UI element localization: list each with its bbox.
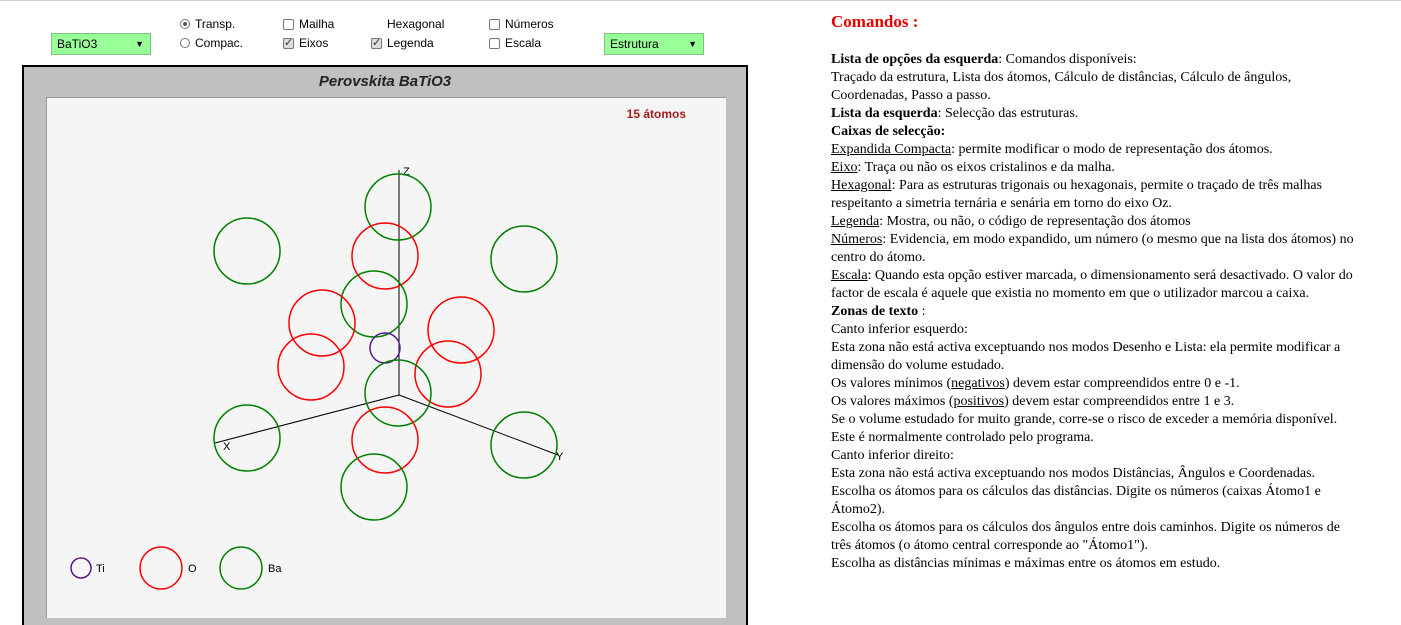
legend-ba-icon <box>220 547 262 589</box>
help-line: Canto inferior direito: <box>831 448 954 463</box>
y-axis <box>399 395 558 455</box>
help-text: : Traça ou não os eixos cristalinos e da malha. <box>857 160 1115 175</box>
help-text: : Para as estruturas trigonais ou hexagonais, permite o traçado de três malhas respeitanto a simetria ternária e senária em torno do eixo Oz. <box>831 178 1323 211</box>
help-underlined: Hexagonal <box>831 178 892 193</box>
atom-ba[interactable] <box>341 454 407 520</box>
mode-select[interactable] <box>604 33 704 55</box>
help-underlined: negativos <box>951 376 1005 391</box>
checkbox-icon[interactable] <box>489 19 500 30</box>
checkbox-mailha-label: Mailha <box>299 17 335 31</box>
radio-transp-label: Transp. <box>195 17 236 31</box>
atom-ba[interactable] <box>491 412 557 478</box>
atom-o[interactable] <box>352 223 418 289</box>
help-line: Escolha os átomos para os cálculos das distâncias. Digite os números (caixas Átomo1 e Átomo2). <box>831 484 1321 517</box>
help-line <box>831 375 1356 393</box>
help-line: Esta zona não está activa exceptuando nos modos Distâncias, Ângulos e Coordenadas. <box>831 466 1316 481</box>
help-text: : Quando esta opção estiver marcada, o dimensionamento será desactivado. O valor do factor de escala é aquele que existia no momento em que o utilizador marcou a caixa. <box>831 268 1353 301</box>
atom-o[interactable] <box>428 297 494 363</box>
help-underlined: Eixo <box>831 160 858 175</box>
structure-select-value: BaTiO3 <box>57 37 98 51</box>
help-line <box>831 105 1356 123</box>
atom-ba[interactable] <box>214 218 280 284</box>
radio-icon[interactable] <box>180 19 190 29</box>
checkbox-eixos[interactable] <box>283 36 328 50</box>
help-text: : Selecção das estruturas. <box>937 106 1079 121</box>
help-text: Os valores máximos ( <box>831 394 954 409</box>
help-text: : Mostra, ou não, o código de representação dos átomos <box>879 214 1191 229</box>
legend-o-icon <box>140 547 182 589</box>
atom-o[interactable] <box>289 290 355 356</box>
help-text: ) devem estar compreendidos entre 1 e 3. <box>1004 394 1235 409</box>
checkbox-legenda-label: Legenda <box>387 36 434 50</box>
help-bold: Lista de opções da esquerda <box>831 52 999 67</box>
atom-ti[interactable] <box>370 333 400 363</box>
atom-ba[interactable] <box>341 271 407 337</box>
help-line <box>831 393 1356 411</box>
radio-compac-label: Compac. <box>195 36 244 50</box>
legend-ti-label: Ti <box>96 563 105 575</box>
hexagonal-label <box>387 17 444 31</box>
help-line <box>831 51 1356 69</box>
checkbox-escala[interactable] <box>489 36 541 50</box>
top-divider <box>0 0 1401 1</box>
help-underlined: Escala <box>831 268 868 283</box>
structure-viewer <box>22 65 748 625</box>
checkbox-icon[interactable] <box>283 38 294 49</box>
viewer-title: Perovskita BaTiO3 <box>318 73 452 90</box>
help-line: Esta zona não está activa exceptuando nos modos Desenho e Lista: ela permite modificar a dimensão do volume estudado. <box>831 340 1341 373</box>
help-text: : Comandos disponíveis: <box>998 52 1137 67</box>
z-axis-label: Z <box>403 166 410 178</box>
help-underlined: Números <box>831 232 883 247</box>
atom-ba[interactable] <box>214 405 280 471</box>
help-bold: Lista da esquerda <box>831 106 938 121</box>
chevron-down-icon: ▼ <box>688 39 697 49</box>
help-text: : permite modificar o modo de representação dos átomos. <box>951 142 1273 157</box>
atom-ba[interactable] <box>491 226 557 292</box>
radio-icon[interactable] <box>180 38 190 48</box>
checkbox-icon[interactable] <box>283 19 294 30</box>
x-axis-label: X <box>223 441 231 453</box>
legend-o-label: O <box>188 563 197 575</box>
help-line: Traçado da estrutura, Lista dos átomos, Cálculo de distâncias, Cálculo de ângulos, Coordenadas, Passo a passo. <box>831 70 1292 103</box>
radio-compac[interactable] <box>180 36 243 50</box>
legend <box>71 547 282 589</box>
help-bold: Zonas de texto <box>831 304 919 319</box>
structure-select[interactable] <box>51 33 151 55</box>
help-heading: Comandos : <box>831 12 919 31</box>
help-line <box>831 177 1356 213</box>
checkbox-icon[interactable] <box>371 38 382 49</box>
checkbox-icon[interactable] <box>489 38 500 49</box>
help-line <box>831 267 1356 303</box>
help-underlined: Legenda <box>831 214 880 229</box>
legend-ti-icon <box>71 558 91 578</box>
atom-o[interactable] <box>352 407 418 473</box>
drawing-panel[interactable] <box>46 97 726 618</box>
atom-ba[interactable] <box>365 174 431 240</box>
chevron-down-icon: ▼ <box>135 39 144 49</box>
help-line <box>831 159 1356 177</box>
checkbox-escala-label: Escala <box>505 36 542 50</box>
help-line: Escolha os átomos para os cálculos dos ângulos entre dois caminhos. Digite os números de três átomos (o átomo central corresponde ao "Átomo1"). <box>831 520 1340 553</box>
legend-ba-label: Ba <box>268 563 282 575</box>
y-axis-label: Y <box>556 451 564 463</box>
help-text: : <box>918 304 926 319</box>
atom-o[interactable] <box>278 334 344 400</box>
x-axis <box>215 395 399 443</box>
help-underlined: positivos <box>953 394 1005 409</box>
help-line <box>831 213 1356 231</box>
help-line <box>831 231 1356 267</box>
checkbox-legenda[interactable] <box>371 36 434 50</box>
help-underlined: Expandida Compacta <box>831 142 952 157</box>
checkbox-numeros-label: Números <box>505 17 554 31</box>
help-text: : Evidencia, em modo expandido, um número (o mesmo que na lista dos átomos) no centro do átomo. <box>831 232 1354 265</box>
radio-transp[interactable] <box>180 17 235 31</box>
checkbox-numeros[interactable] <box>489 17 554 31</box>
checkbox-mailha[interactable] <box>283 17 334 31</box>
atom-count: 15 átomos <box>626 107 686 121</box>
help-line <box>831 141 1356 159</box>
commands-help <box>831 12 1356 573</box>
help-line: Caixas de selecção: <box>831 124 946 139</box>
help-text: Os valores mínimos ( <box>831 376 952 391</box>
checkbox-eixos-label: Eixos <box>299 36 329 50</box>
help-line: Canto inferior esquerdo: <box>831 322 968 337</box>
mode-select-value: Estrutura <box>610 37 659 51</box>
hexagonal-text: Hexagonal <box>387 17 445 31</box>
help-line: Se o volume estudado for muito grande, corre-se o risco de exceder a memória disponível. Este é normalmente controlado pelo programa. <box>831 412 1338 445</box>
help-line <box>831 303 1356 321</box>
help-text: ) devem estar compreendidos entre 0 e -1. <box>1004 376 1240 391</box>
help-line: Escolha as distâncias mínimas e máximas entre os átomos em estudo. <box>831 556 1221 571</box>
structure-drawing[interactable] <box>47 98 726 618</box>
